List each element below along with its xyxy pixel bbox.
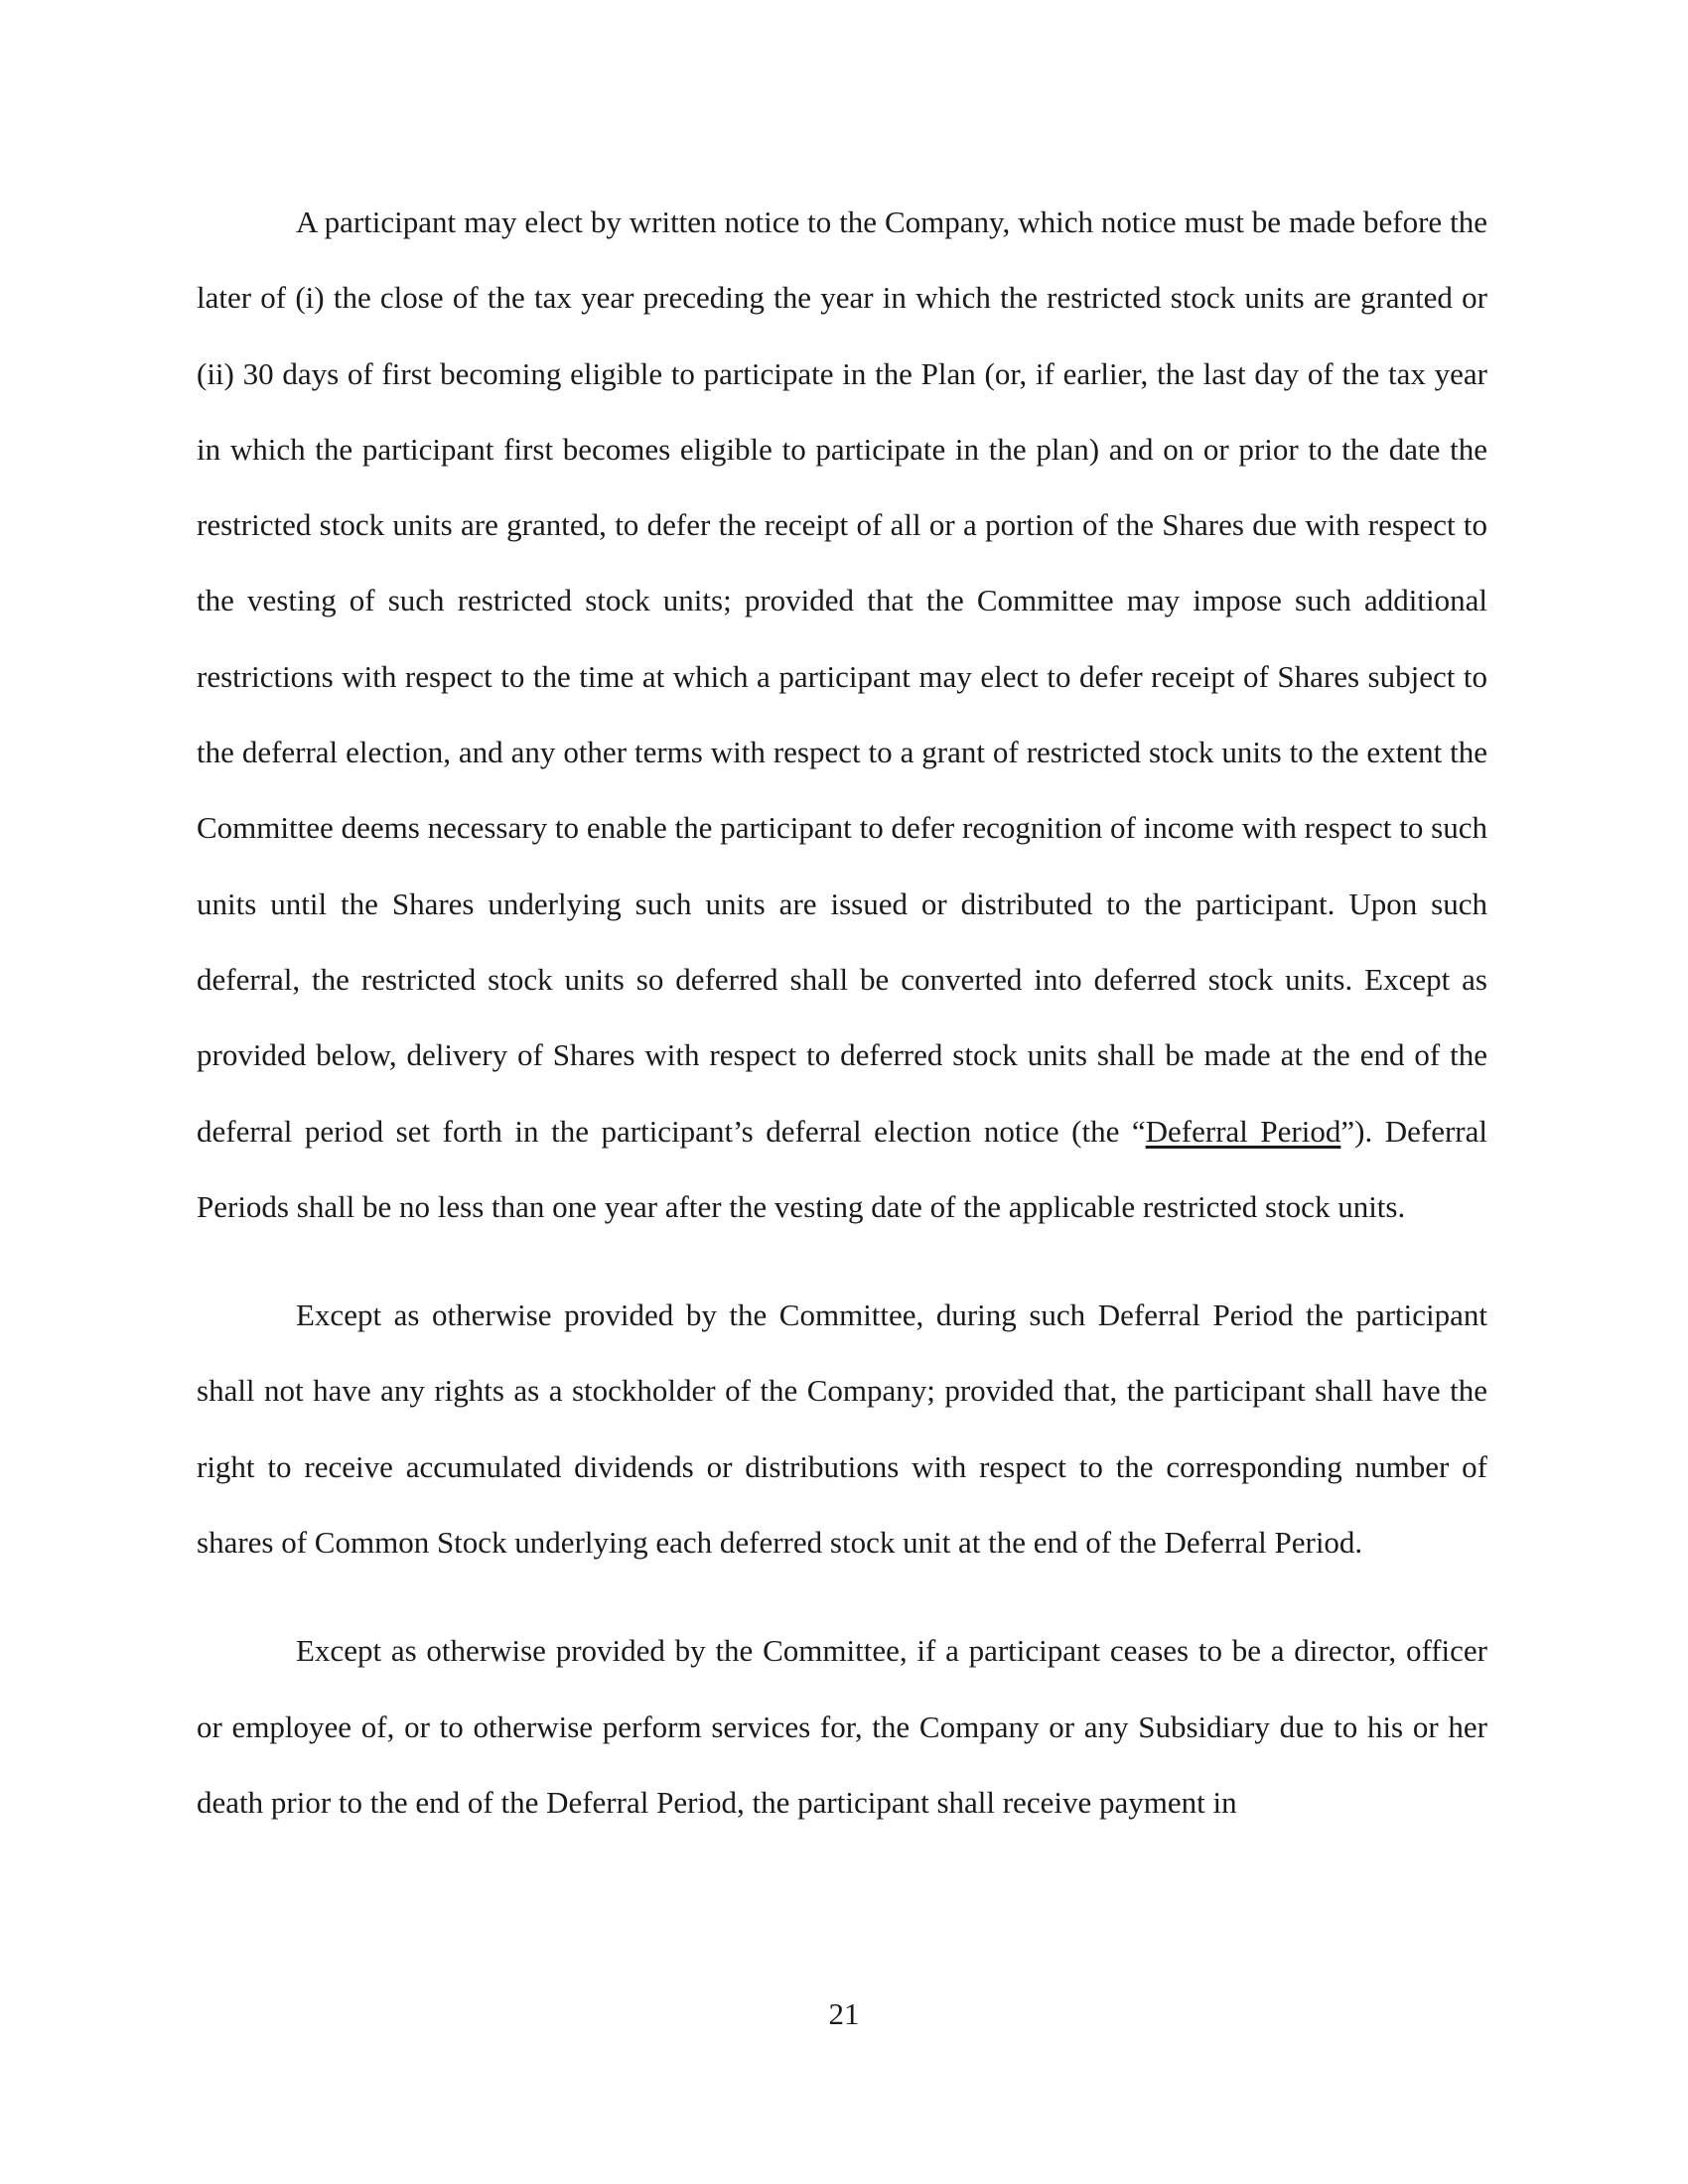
paragraph-stockholder-rights: Except as otherwise provided by the Committee, during such Deferral Period the participant shall not have any rights as a stockholder of the Company; provided that, the participant shall have the right to receive accumulated dividends or distributions with respect to the corresponding number of shares of Common Stock underlying each deferred stock unit at the end of the Deferral Period. (197, 1297, 1487, 1561)
paragraph-death-payment: Except as otherwise provided by the Committee, if a participant ceases to be a director, officer or employee of, or to otherwise perform services for, the Company or any Subsidiary due to his or her death prior to the end of the Deferral Period, the participant shall receive payment in (197, 1633, 1487, 1820)
page-number: 21 (828, 1996, 860, 2031)
paragraph-deferral-election-text-end: ”). Deferral Periods shall be no less than one year after the vesting date of the applicable restricted stock units. (197, 1113, 1487, 1224)
defined-term-deferral-period: Deferral Period (1145, 1113, 1341, 1149)
document-body (197, 185, 1487, 1841)
paragraph-deferral-election (197, 185, 1487, 1245)
paragraph-deferral-election-text: A participant may elect by written notice to the Company, which notice must be made before the later of (i) the close of the tax year preceding the year in which the restricted stock units are granted or (ii) 30 days of first becoming eligible to participate in the Plan (or, if earlier, the last day of the tax year in which the participant first becomes eligible to participate in the plan) and on or prior to the date the restricted stock units are granted, to defer the receipt of all or a portion of the Shares due with respect to the vesting of such restricted stock units; provided that the Committee may impose such additional restrictions with respect to the time at which a participant may elect to defer receipt of Shares subject to the deferral election, and any other terms with respect to a grant of restricted stock units to the extent the Committee deems necessary to enable the participant to defer recognition of income with respect to such units until the Shares underlying such units are issued or distributed to the participant. Upon such deferral, the restricted stock units so deferred shall be converted into deferred stock units. Except as provided below, delivery of Shares with respect to deferred stock units shall be made at the end of the deferral period set forth in the participant’s deferral election notice (the “ (197, 205, 1487, 1149)
